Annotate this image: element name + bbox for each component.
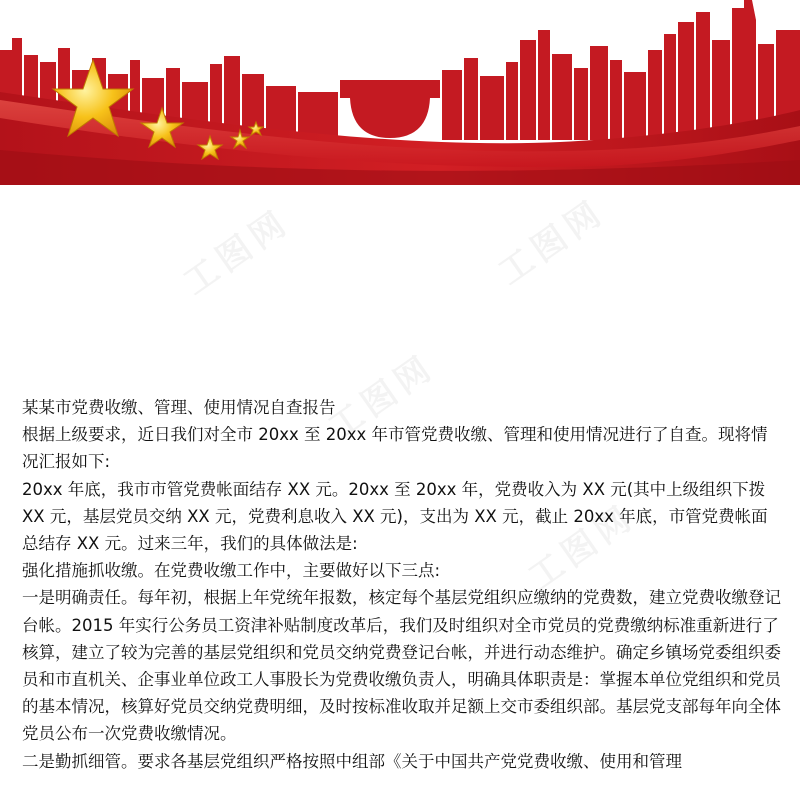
watermark: 工图网 — [491, 191, 613, 294]
report-paragraph: 一是明确责任。每年初，根据上年党统年报数，核定每个基层党组织应缴纳的党费数，建立党费收缴登记台帐。2015 年实行公务员工资津补贴制度改革后，我们及时组织对全市党员的党费缴纳标准重新进行了核算，建立了较为完善的基层党组织和党员交纳党费登记台帐，并进行动态维护。确定乡镇场党委组织委员和市直机关、企事业单位政工人事股长为党费收缴负责人，明确具体职责是：掌握本单位党组织和党员的基本情况，核算好党员交纳党费明细，及时按标准收取并足额上交市委组织部。基层党支部每年向全体党员公布一次党费收缴情况。 — [22, 588, 781, 744]
watermark: 工图网 — [521, 496, 643, 599]
header-banner — [0, 0, 800, 185]
report-paragraph: 20xx 年底，我市市管党费帐面结存 XX 元。20xx 至 20xx 年，党费收入为 XX 元(其中上级组织下拨 XX 元，基层党员交纳 XX 元，党费利息收入 XX 元)，支出为 XX 元，截止 20xx 年底，市管党费帐面总结存 XX 元。过来三年，我们的具体做法是: — [22, 479, 768, 554]
watermark: 工图网 — [176, 201, 298, 304]
report-body — [22, 394, 782, 775]
report-title: 某某市党费收缴、管理、使用情况自查报告 — [22, 398, 336, 417]
watermark: 工图网 — [321, 346, 443, 449]
report-paragraph: 强化措施抓收缴。在党费收缴工作中，主要做好以下三点: — [22, 561, 441, 581]
report-paragraph: 根据上级要求，近日我们对全市 20xx 至 20xx 年市管党费收缴、管理和使用情况进行了自查。现将情况汇报如下: — [22, 425, 768, 472]
report-paragraph: 二是勤抓细管。要求各基层党组织严格按照中组部《关于中国共产党党费收缴、使用和管理 — [22, 751, 682, 771]
